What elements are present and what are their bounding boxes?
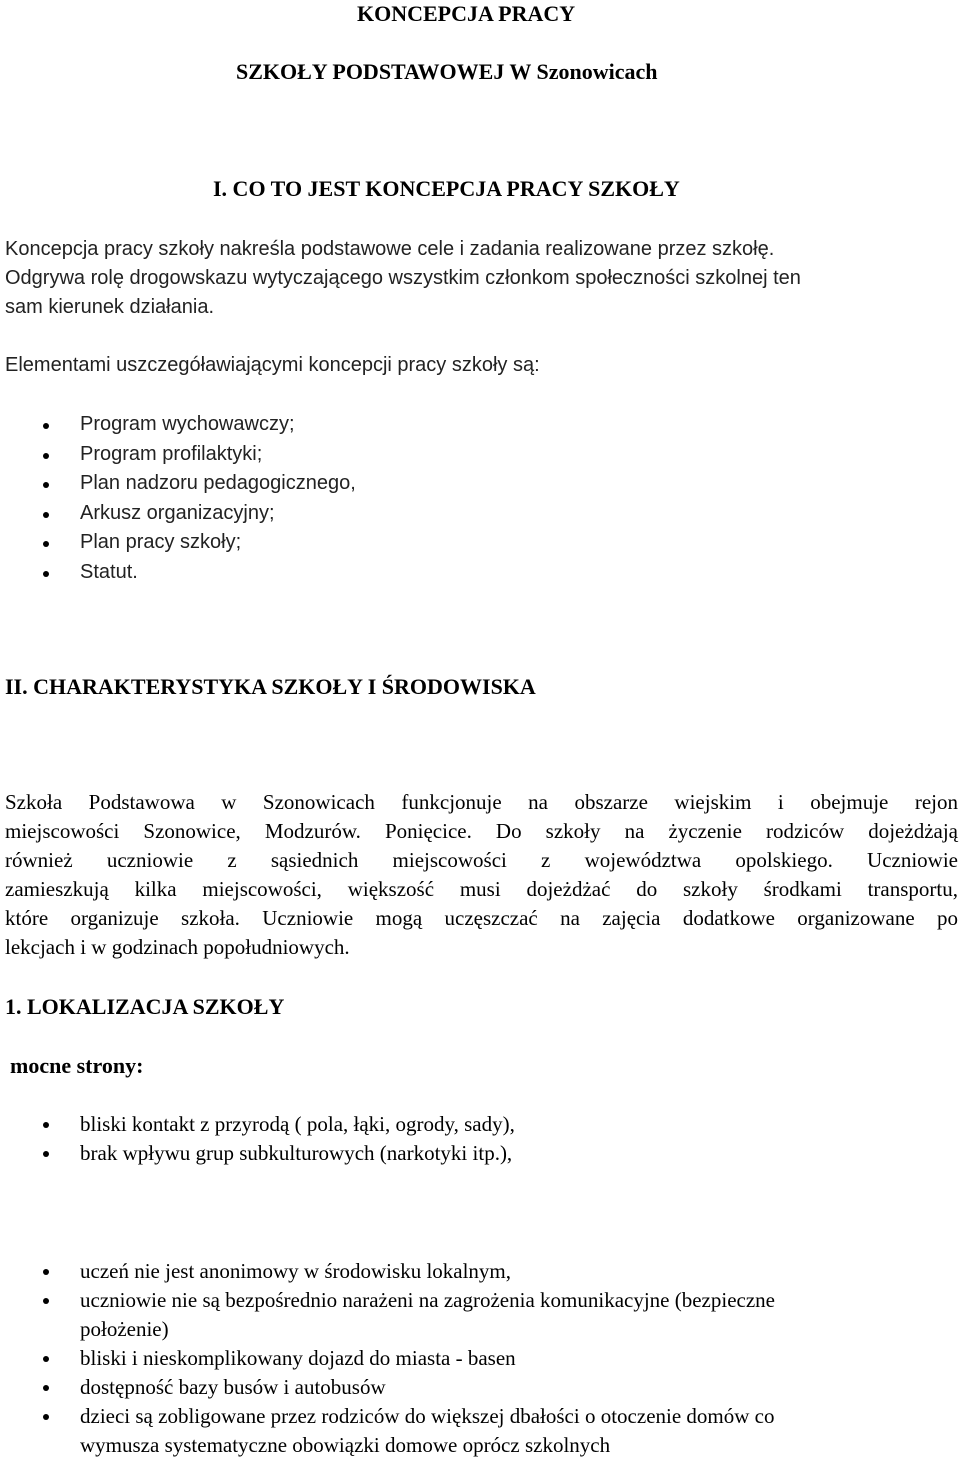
list-item-text: Arkusz organizacyjny; [80, 501, 275, 524]
list-item-text: Program profilaktyki; [80, 442, 263, 465]
list-item [0, 528, 356, 558]
list-item [0, 469, 356, 499]
section-2-paragraph-line: zamieszkują kilka miejscowości, większość musi dojeżdżać do szkoły środkami transportu, [5, 877, 958, 901]
document-title: KONCEPCJA PRACY [357, 1, 576, 26]
section-1-list [0, 410, 356, 587]
list-item-text: uczniowie nie są bezpośrednio narażeni na zagrożenia komunikacyjne (bezpieczne [80, 1288, 775, 1312]
document-subtitle: SZKOŁY PODSTAWOWEJ W Szonowicach [236, 59, 658, 84]
section-2-paragraph-line: które organizuje szkoła. Uczniowie mogą uczęszczać na zajęcia dodatkowe organizowane po [5, 906, 958, 930]
section-3-heading: 1. LOKALIZACJA SZKOŁY [5, 994, 285, 1019]
list-item [0, 410, 356, 440]
list-item-text: uczeń nie jest anonimowy w środowisku lokalnym, [80, 1259, 512, 1283]
list-item [0, 1110, 515, 1139]
strengths-list-b [0, 1257, 775, 1460]
section-1-paragraph-line: Koncepcja pracy szkoły nakreśla podstawowe cele i zadania realizowane przez szkołę. [5, 238, 775, 260]
list-item [0, 499, 356, 529]
section-2-paragraph-line: również uczniowie z sąsiednich miejscowości z województwa opolskiego. Uczniowie [5, 848, 958, 872]
section-1-intro: Elementami uszczegóławiającymi koncepcji pracy szkoły są: [5, 354, 540, 376]
list-item-continuation [0, 1431, 775, 1460]
bullet-icon [43, 423, 49, 429]
bullet-icon [43, 1298, 49, 1304]
section-2-heading: II. CHARAKTERYSTYKA SZKOŁY I ŚRODOWISKA [5, 674, 536, 699]
list-item [0, 1373, 775, 1402]
list-item-text: Statut. [80, 560, 138, 583]
list-item-text: bliski kontakt z przyrodą ( pola, łąki, ogrody, sady), [80, 1112, 515, 1136]
list-item-text: brak wpływu grup subkulturowych (narkotyki itp.), [80, 1141, 513, 1165]
bullet-icon [43, 453, 49, 459]
list-item-text: Plan nadzoru pedagogicznego, [80, 472, 356, 494]
list-item-text: dzieci są zobligowane przez rodziców do większej dbałości o otoczenie domów co [80, 1404, 775, 1428]
section-1-paragraph-line: Odgrywa rolę drogowskazu wytyczającego wszystkim członkom społeczności szkolnej ten [5, 267, 801, 289]
list-item-continuation [0, 1315, 775, 1344]
list-item-text: Program wychowawczy; [80, 413, 295, 435]
section-2-paragraph-line: lekcjach i w godzinach popołudniowych. [5, 935, 350, 959]
list-item-text: bliski i nieskomplikowany dojazd do miasta - basen [80, 1346, 516, 1370]
bullet-icon [43, 541, 49, 547]
strengths-list-a [0, 1110, 515, 1168]
section-1-heading: I. CO TO JEST KONCEPCJA PRACY SZKOŁY [213, 176, 680, 201]
bullet-icon [43, 512, 49, 518]
list-item-text: wymusza systematyczne obowiązki domowe oprócz szkolnych [80, 1433, 611, 1457]
list-item [0, 1139, 515, 1168]
list-item [0, 440, 356, 470]
bullet-icon [43, 1356, 49, 1362]
bullet-icon [43, 1122, 49, 1128]
section-2-paragraph-line: Szkoła Podstawowa w Szonowicach funkcjonuje na obszarze wiejskim i obejmuje rejon [5, 790, 958, 814]
list-item-text: Plan pracy szkoły; [80, 531, 242, 553]
bullet-icon [43, 571, 49, 577]
list-item [0, 1286, 775, 1315]
bullet-icon [43, 1269, 49, 1275]
bullet-icon [43, 482, 49, 488]
list-item [0, 1257, 775, 1286]
section-1-paragraph-line: sam kierunek działania. [5, 296, 214, 318]
list-item-text: położenie) [80, 1317, 169, 1341]
strengths-label: mocne strony: [10, 1053, 144, 1078]
bullet-icon [43, 1414, 49, 1420]
list-item [0, 1344, 775, 1373]
bullet-icon [43, 1385, 49, 1391]
list-item-text: dostępność bazy busów i autobusów [80, 1375, 386, 1399]
list-item [0, 558, 356, 588]
bullet-icon [43, 1151, 49, 1157]
section-2-paragraph-line: miejscowości Szonowice, Modzurów. Ponięcice. Do szkoły na życzenie rodziców dojeżdżają [5, 819, 958, 843]
list-item [0, 1402, 775, 1431]
